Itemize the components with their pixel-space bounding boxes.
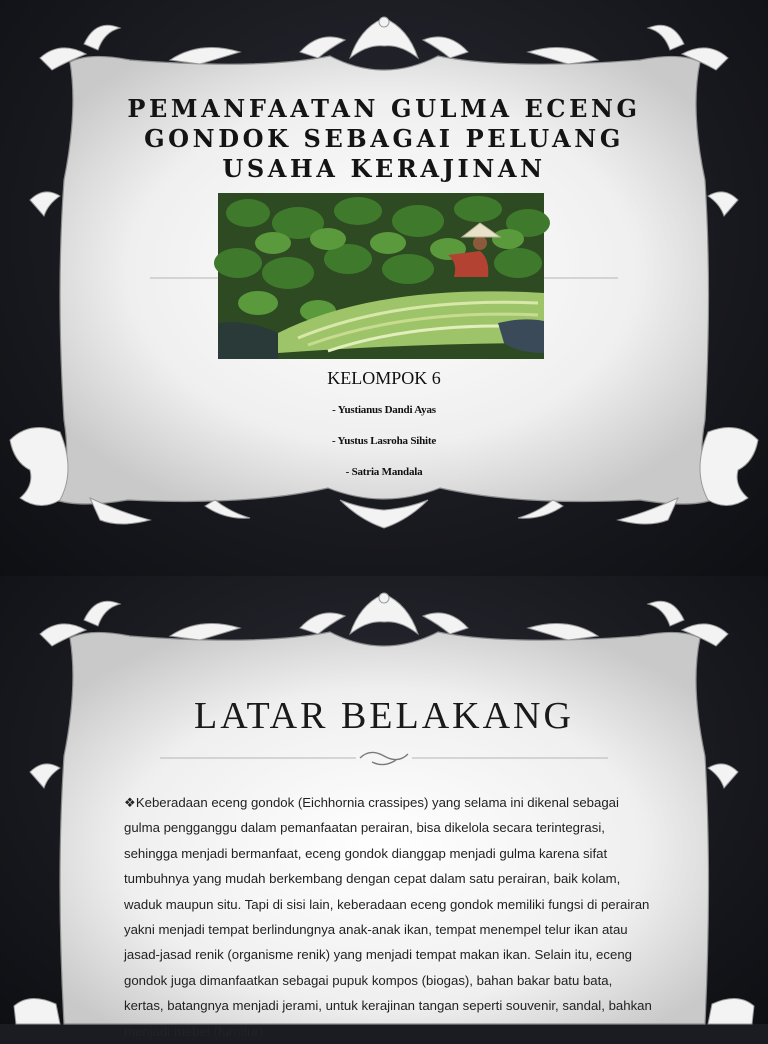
water-hyacinth-photo [218, 193, 544, 359]
group-title: KELOMPOK 6 [327, 368, 441, 388]
slide-title: PEMANFAATAN GULMA ECENG GONDOK SEBAGAI PELUANG USAHA KERAJINAN [127, 94, 641, 183]
member-name: - Satria Mandala [345, 466, 423, 478]
member-name: - Yustianus Dandi Ayas [332, 404, 436, 416]
slide-title: LATAR BELAKANG [194, 695, 574, 737]
body-paragraph: ❖Keberadaan eceng gondok (Eichhornia crassipes) yang selama ini dikenal sebagai gulma pengganggu dalam pemanfaatan perairan, bisa dikelola secara terintegrasi, sehingga menjadi bermanfaat, eceng gondok dianggap menjadi gulma karena sifat tumbuhnya yang mudah berkembang dengan cepat dalam satu perairan, baik kolam, waduk maupun situ. Tapi di sisi lain, keberadaan eceng gondok memiliki fungsi di perairan yakni menjadi tempat berlindungnya anak-anak ikan, tempat menempel telur ikan atau jasad-jasad renik (organisme renik) yang menjadi tempat makan ikan. Selain itu, eceng gondok juga dimanfaatkan sebagai pupuk kompos (biogas), bahan bakar batu bata, kertas, batangnya menjadi jerami, untuk kerajinan tangan seperti souvenir, sandal, bahkan menjadi mebel (furnitur). [124, 795, 652, 1039]
content-slide [0, 576, 768, 1039]
member-name: - Yustus Lasroha Sihite [331, 435, 437, 447]
